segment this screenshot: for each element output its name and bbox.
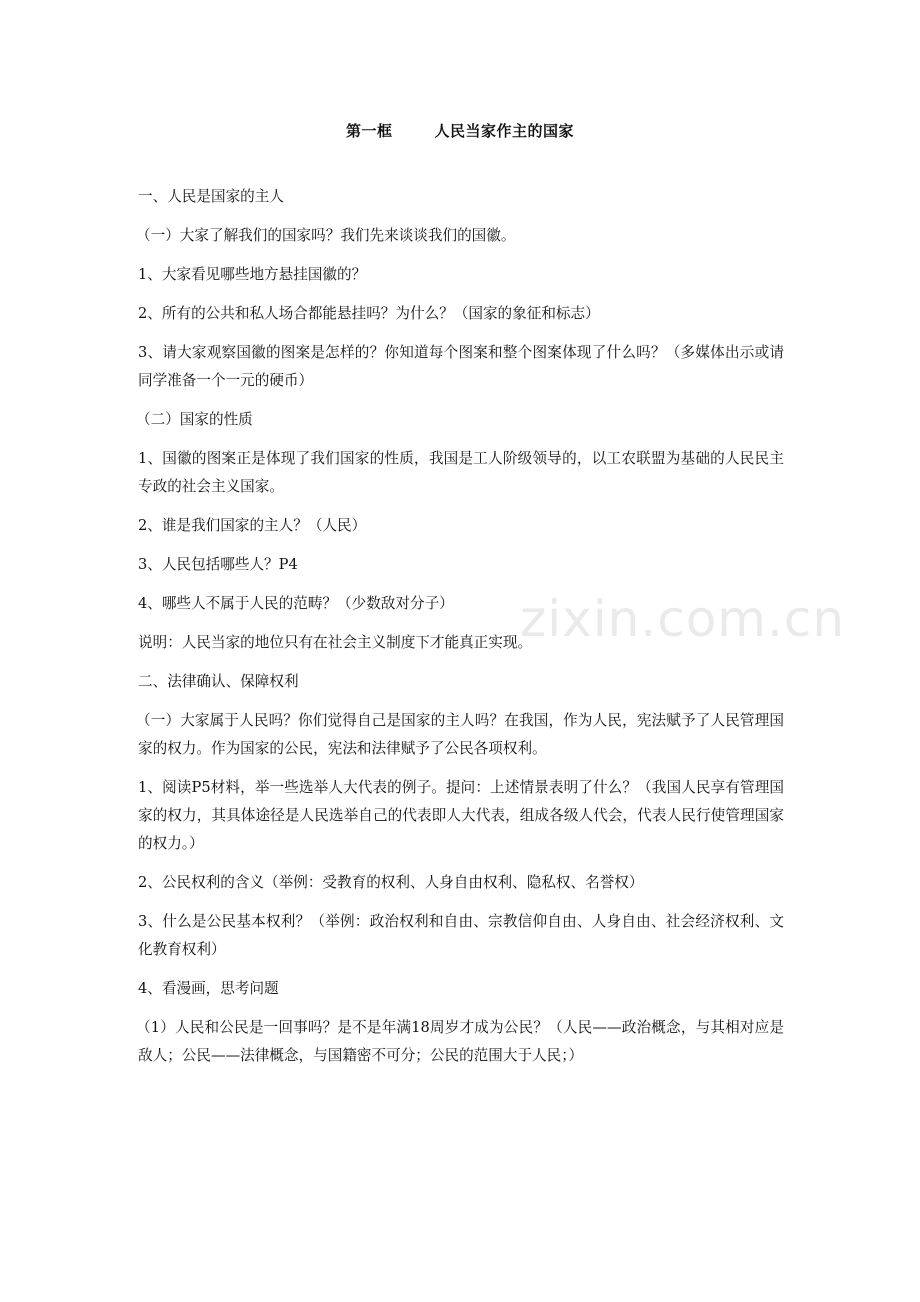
paragraph: 1、阅读P5材料，举一些选举人大代表的例子。提问：上述情景表明了什么？（我国人民享有管理国家的权力，其具体途径是人民选举自己的代表即人大代表，组成各级人代会，代表人民行使管理国家的权力。）	[138, 779, 784, 852]
page-title	[0, 120, 920, 141]
paragraph: 4、看漫画，思考问题	[138, 980, 279, 997]
subheading: （二）国家的性质	[136, 411, 253, 428]
paragraph: 3、人民包括哪些人？P4	[138, 556, 298, 573]
paragraph: 4、哪些人不属于人民的范畴？（少数敌对分子）	[138, 595, 454, 612]
heading-section-1: 一、人民是国家的主人	[138, 188, 284, 205]
paragraph: 2、谁是我们国家的主人？（人民）	[138, 517, 367, 534]
paragraph: 3、请大家观察国徽的图案是怎样的？你知道每个图案和整个图案体现了什么吗？（多媒体出示或请同学准备一个一元的硬币）	[138, 344, 784, 389]
paragraph: （一）大家属于人民吗？你们觉得自己是国家的主人吗？在我国，作为人民，宪法赋予了人民管理国家的权力。作为国家的公民，宪法和法律赋予了公民各项权利。	[136, 712, 784, 757]
paragraph: 1、国徽的图案正是体现了我们国家的性质，我国是工人阶级领导的，以工农联盟为基础的人民民主专政的社会主义国家。	[138, 450, 784, 495]
paragraph: 3、什么是公民基本权利？（举例：政治权利和自由、宗教信仰自由、人身自由、社会经济权利、文化教育权利）	[138, 913, 784, 958]
title-section-label: 第一框	[345, 122, 393, 140]
note-paragraph: 说明：人民当家的地位只有在社会主义制度下才能真正实现。	[138, 634, 533, 651]
paragraph: （一）大家了解我们的国家吗？我们先来谈谈我们的国徽。	[136, 227, 516, 244]
paragraph: 1、大家看见哪些地方悬挂国徽的？	[138, 266, 367, 283]
heading-section-2: 二、法律确认、保障权利	[138, 673, 299, 690]
paragraph: 2、公民权利的含义（举例：受教育的权利、人身自由权利、隐私权、名誉权）	[138, 874, 644, 891]
watermark: zixin.com.cn	[520, 590, 846, 648]
title-text: 人民当家作主的国家	[434, 122, 575, 140]
paragraph: 2、所有的公共和私人场合都能悬挂吗？为什么？（国家的象征和标志）	[138, 305, 600, 322]
paragraph: （1）人民和公民是一回事吗？是不是年满18周岁才成为公民？（人民——政治概念，与其相对应是敌人；公民——法律概念，与国籍密不可分；公民的范围大于人民；）	[136, 1019, 784, 1064]
